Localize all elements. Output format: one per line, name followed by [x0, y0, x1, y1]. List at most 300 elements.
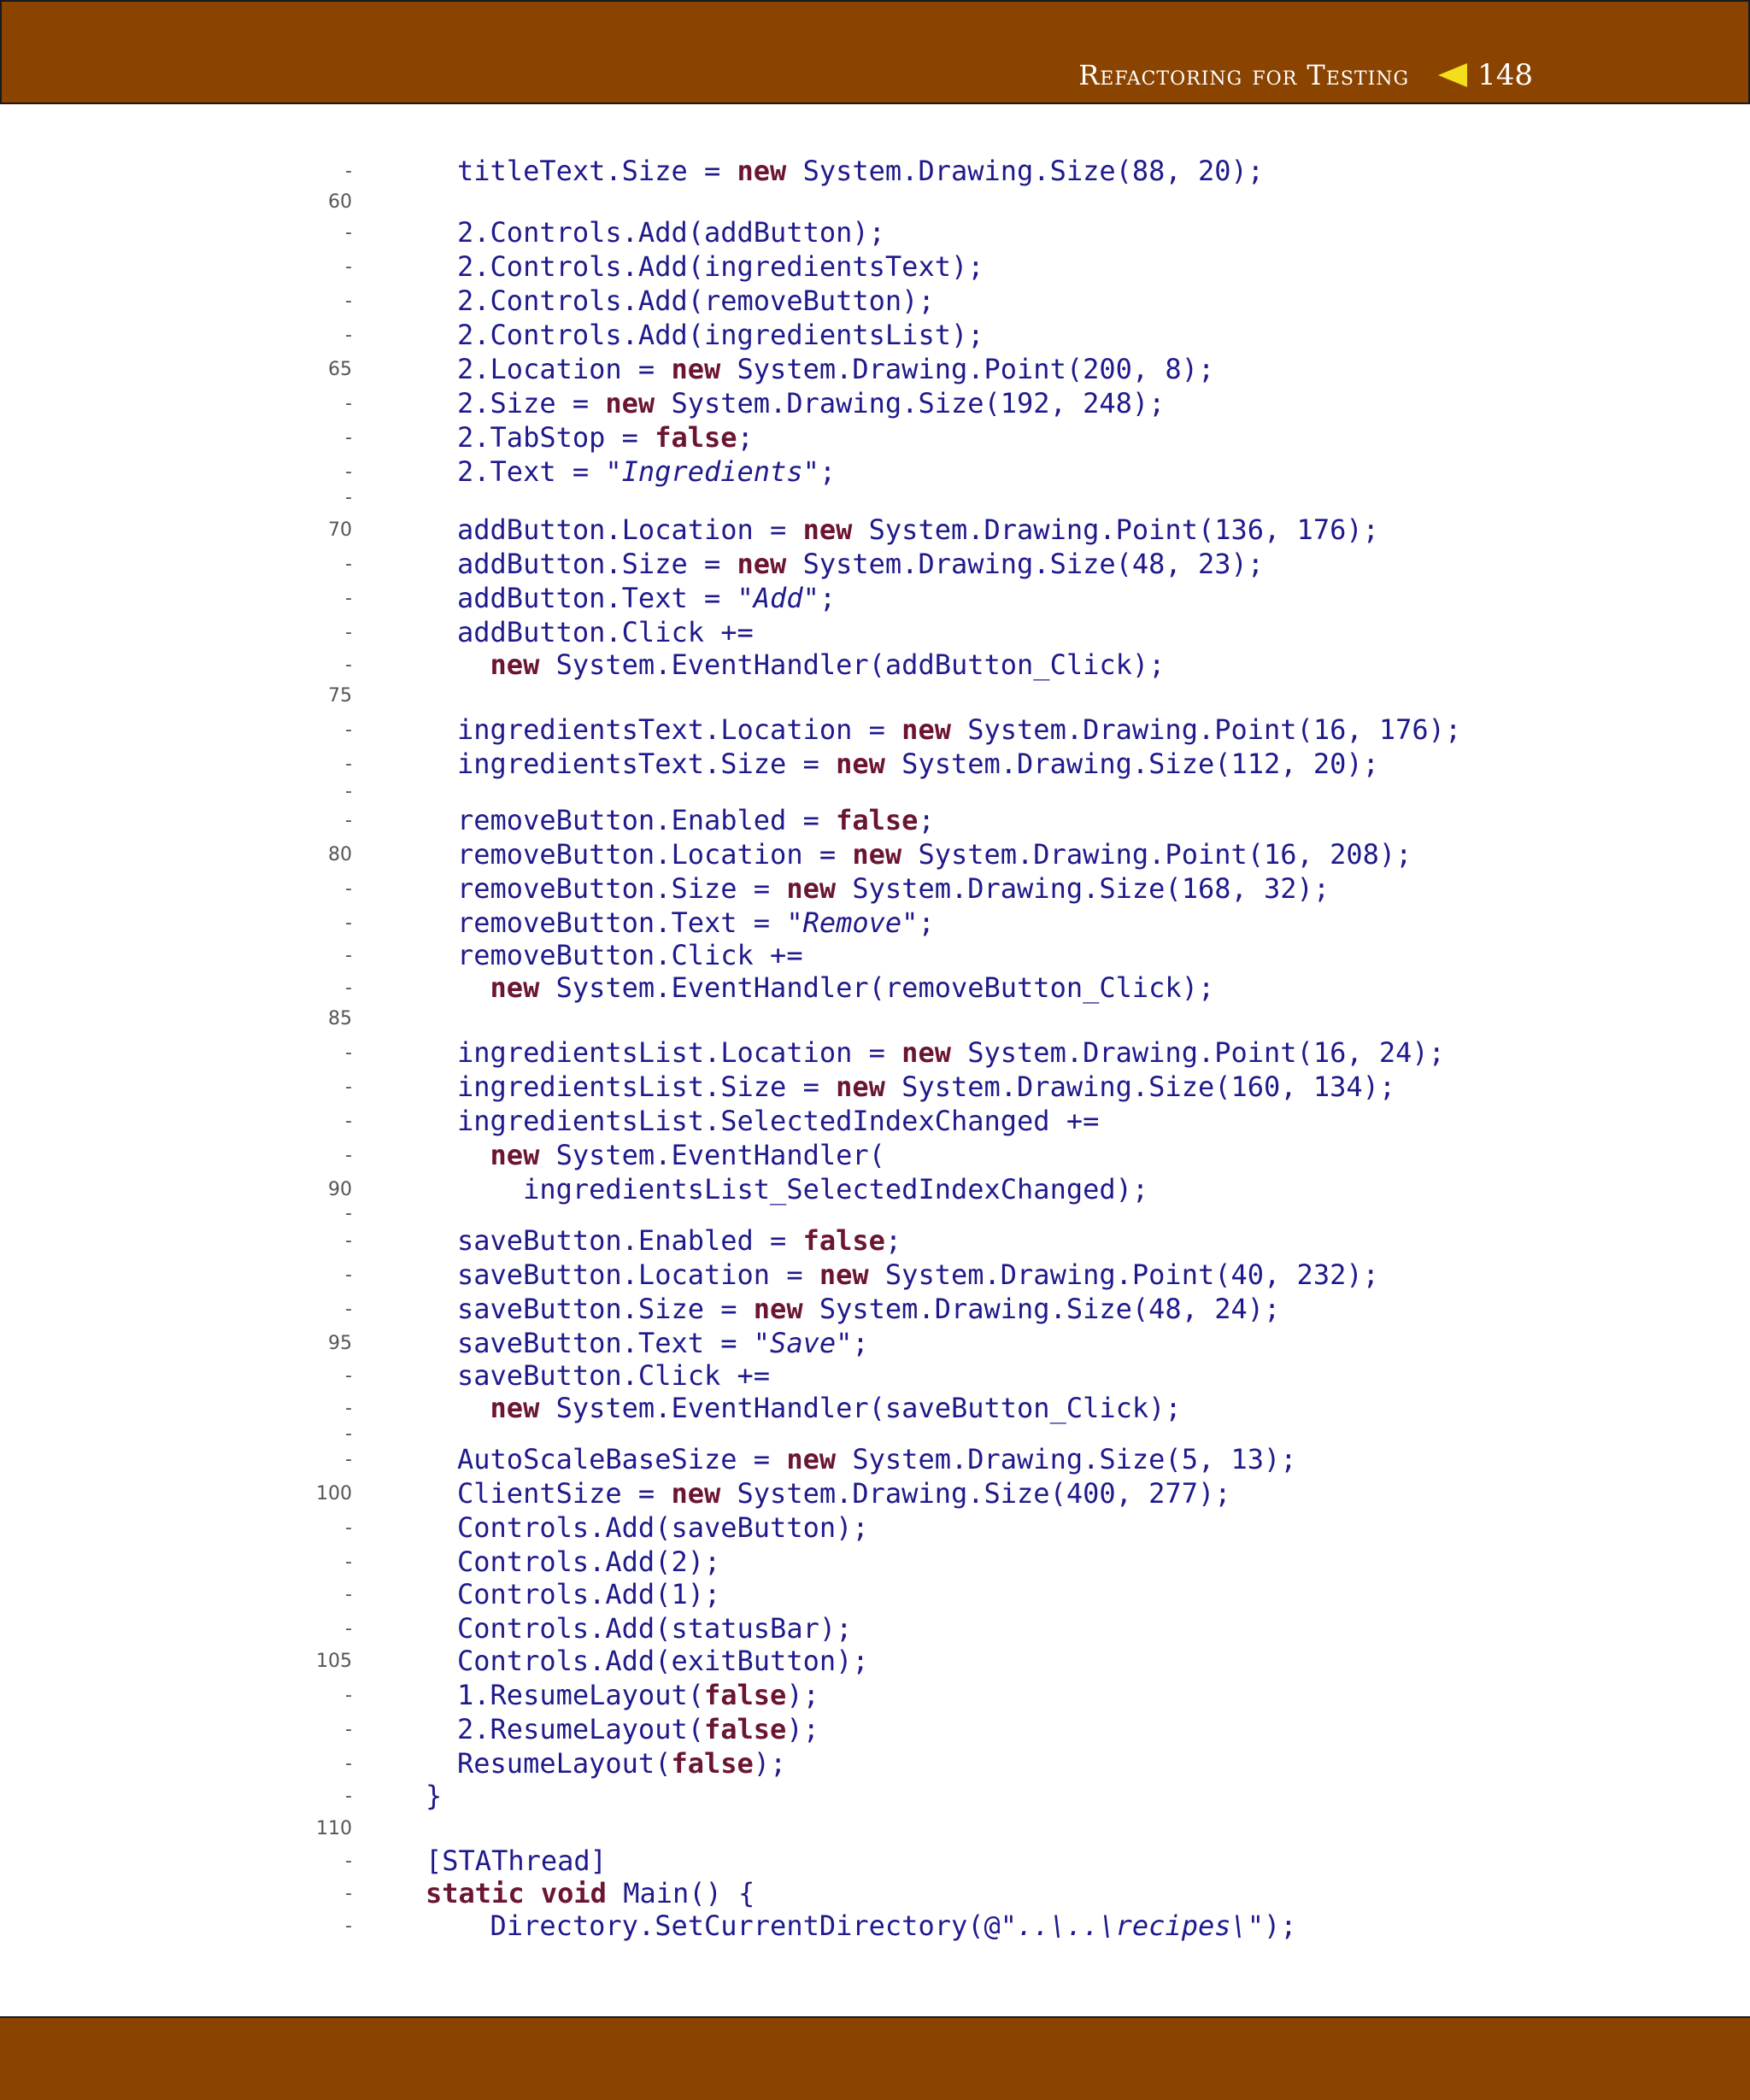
code-token: exitButton	[671, 1645, 837, 1677]
code-token: .	[589, 1511, 606, 1544]
code-token: (112, 20);	[1214, 748, 1379, 780]
code-token: Text	[490, 455, 556, 488]
code-token: .	[1148, 838, 1166, 871]
code-line	[0, 548, 1750, 579]
code-token: );	[786, 1679, 819, 1711]
code-line	[0, 422, 1750, 453]
code-token: 2.	[457, 319, 490, 351]
keyword: new	[819, 1258, 869, 1291]
code-token: ingredientsList	[457, 1105, 704, 1137]
code-token: .	[1083, 1443, 1100, 1475]
code-token: .	[950, 872, 968, 905]
code-token: (	[687, 1713, 704, 1745]
line-number: -	[345, 1076, 352, 1098]
keyword: false	[836, 804, 919, 836]
code-token: Location	[637, 1258, 771, 1291]
code-line	[0, 873, 1750, 904]
keyword: new	[490, 648, 540, 681]
code-token: Location	[671, 838, 803, 871]
line-number: -	[345, 1145, 352, 1166]
code-token: EventHandler	[671, 648, 869, 681]
code-token: Click	[671, 939, 754, 971]
code-token: Controls	[490, 319, 622, 351]
code-token: saveButton	[457, 1359, 622, 1392]
code-text	[457, 1328, 869, 1358]
code-token: =	[687, 582, 737, 614]
code-token: EventHandler	[671, 1392, 869, 1424]
code-token: .	[589, 1546, 606, 1578]
code-token	[852, 513, 868, 546]
code-token: System	[901, 1071, 1001, 1103]
code-token: .	[836, 1477, 853, 1510]
code-token: +=	[753, 939, 803, 971]
code-token: TabStop	[490, 421, 606, 454]
code-token: .	[1033, 548, 1050, 580]
keyword: new	[737, 155, 787, 187]
code-line	[0, 1478, 1750, 1509]
code-token: addButton	[457, 513, 606, 546]
code-token: (16, 208);	[1247, 838, 1412, 871]
code-token: Size	[984, 1477, 1050, 1510]
code-token: (	[655, 1612, 672, 1645]
code-token: Controls	[457, 1645, 590, 1677]
code-token: Point	[1115, 513, 1198, 546]
code-token: ingredientsText	[457, 748, 704, 780]
code-token: .	[1000, 748, 1018, 780]
code-token	[457, 1139, 490, 1171]
code-token: Location	[490, 353, 622, 385]
code-text	[457, 940, 803, 971]
code-token: SelectedIndexChanged	[720, 1105, 1050, 1137]
code-token: () {	[689, 1877, 755, 1909]
code-token: Add	[605, 1578, 655, 1610]
code-token: .	[1115, 1258, 1132, 1291]
line-number: -	[345, 487, 352, 508]
code-line	[0, 1512, 1750, 1543]
code-token: .	[1099, 513, 1116, 546]
line-number: -	[345, 554, 352, 575]
code-token	[539, 1139, 555, 1171]
keyword: new	[901, 1036, 951, 1069]
code-token: .	[605, 513, 622, 546]
code-token: Controls	[457, 1511, 590, 1544]
code-line	[0, 907, 1750, 938]
code-line	[0, 1680, 1750, 1710]
code-token: +=	[703, 616, 754, 648]
code-line	[0, 583, 1750, 613]
code-token: 2.	[457, 353, 490, 385]
code-token: Size	[671, 872, 737, 905]
code-token: .	[655, 872, 672, 905]
line-number: -	[345, 256, 352, 278]
line-number: 60	[328, 191, 352, 213]
keyword: new	[490, 1392, 540, 1424]
code-text	[426, 1878, 755, 1909]
code-token: .	[1066, 713, 1083, 746]
keyword: false	[671, 1747, 754, 1780]
code-token	[951, 1036, 967, 1069]
keyword: false	[703, 1679, 787, 1711]
code-token: ;	[884, 1224, 902, 1257]
line-number: -	[345, 325, 352, 346]
code-text	[457, 217, 885, 248]
code-token: .	[770, 387, 787, 419]
line-number: -	[345, 781, 352, 802]
line-number: -	[345, 1423, 352, 1445]
code-token: Controls	[457, 1578, 590, 1610]
line-number: 105	[316, 1651, 352, 1672]
line-number: -	[345, 427, 352, 449]
code-token: .	[589, 1645, 606, 1677]
code-line	[0, 1071, 1750, 1102]
code-token: =	[621, 353, 672, 385]
code-text	[457, 907, 935, 938]
code-token	[951, 713, 967, 746]
keyword: new	[490, 971, 540, 1004]
code-token: (48, 24);	[1131, 1293, 1281, 1325]
code-token: );	[1181, 971, 1215, 1004]
code-token: .	[1049, 1293, 1066, 1325]
code-token: AutoScaleBaseSize	[457, 1443, 737, 1475]
code-token: .	[621, 1327, 638, 1359]
code-token: titleText	[457, 155, 606, 187]
code-token: .	[605, 155, 622, 187]
code-token: =	[703, 1327, 754, 1359]
code-text	[426, 1845, 607, 1876]
code-token: removeButton	[457, 804, 655, 836]
code-token: (88, 20);	[1115, 155, 1265, 187]
line-number: -	[345, 222, 352, 243]
code-token: 2);	[671, 1546, 721, 1578]
code-text	[457, 873, 1330, 904]
line-number: -	[345, 654, 352, 676]
code-token: Main	[623, 1877, 690, 1909]
code-token: Point	[1131, 1258, 1215, 1291]
code-token: System	[884, 1258, 984, 1291]
code-text	[426, 1780, 442, 1811]
code-token	[803, 1293, 819, 1325]
line-number: -	[345, 588, 352, 609]
code-token: System	[555, 1139, 655, 1171]
code-line	[0, 285, 1750, 316]
code-token: removeButton	[457, 872, 655, 905]
code-token: =	[737, 906, 787, 939]
line-number: -	[345, 754, 352, 775]
code-token: Size	[1148, 748, 1215, 780]
code-token: .	[703, 1036, 721, 1069]
code-token: .	[605, 548, 622, 580]
code-token: .	[589, 1612, 606, 1645]
code-token: .	[703, 748, 721, 780]
code-token: .	[655, 906, 672, 939]
code-line	[0, 482, 1750, 513]
code-token: .	[621, 1258, 638, 1291]
code-text	[457, 1579, 720, 1610]
code-token: ;	[819, 455, 837, 488]
code-token: removeButton	[703, 284, 902, 317]
code-token	[720, 1477, 737, 1510]
code-token: Size	[1049, 548, 1116, 580]
code-token: Point	[1214, 1036, 1297, 1069]
code-token: .	[621, 1293, 638, 1325]
code-line	[0, 388, 1750, 419]
string-literal: "Add"	[737, 582, 819, 614]
code-token: .	[655, 939, 672, 971]
code-token: .	[1066, 1036, 1083, 1069]
code-token: EventHandler	[671, 1139, 869, 1171]
code-token: .	[621, 1359, 638, 1392]
code-token: statusBar	[671, 1612, 819, 1645]
keyword: static	[426, 1877, 525, 1909]
code-token: =	[786, 804, 837, 836]
code-token: System	[555, 648, 655, 681]
code-line	[0, 186, 1750, 217]
line-number: -	[345, 945, 352, 966]
code-token: Size	[621, 548, 688, 580]
code-token: .	[1017, 838, 1034, 871]
line-number: 100	[316, 1483, 352, 1505]
code-token: 2.	[457, 284, 490, 317]
code-text	[457, 714, 1461, 745]
code-token: saveButton	[457, 1258, 622, 1291]
code-token: .	[1131, 748, 1149, 780]
code-line	[0, 354, 1750, 384]
code-token: Size	[720, 748, 787, 780]
code-token: =	[786, 748, 837, 780]
code-token: Size	[490, 387, 556, 419]
code-token: (	[655, 1546, 672, 1578]
code-token: addButton	[457, 616, 606, 648]
code-token: );	[1115, 1173, 1149, 1205]
code-token: Drawing	[852, 1477, 968, 1510]
code-token: Size	[1099, 872, 1166, 905]
code-token: =	[687, 155, 737, 187]
keyword: new	[786, 1443, 837, 1475]
code-token: =	[555, 387, 606, 419]
code-token: .	[637, 1909, 655, 1942]
code-token: Drawing	[1017, 748, 1132, 780]
line-number: -	[345, 1618, 352, 1640]
code-token: (	[868, 1392, 885, 1424]
line-number: -	[345, 1365, 352, 1387]
code-text	[457, 1714, 819, 1745]
code-token	[869, 1258, 885, 1291]
keyword: new	[605, 387, 655, 419]
code-token: Click	[621, 616, 704, 648]
line-number: -	[345, 1042, 352, 1064]
code-line	[0, 320, 1750, 350]
left-triangle-icon	[1438, 63, 1467, 87]
code-token: .	[967, 353, 984, 385]
code-token: Size	[1049, 155, 1116, 187]
code-token: Add	[605, 1612, 655, 1645]
line-number: 85	[328, 1008, 352, 1029]
code-token: .	[621, 216, 638, 249]
code-token	[607, 1877, 623, 1909]
code-line	[0, 1714, 1750, 1745]
code-token: (	[868, 1139, 885, 1171]
line-number: -	[345, 810, 352, 831]
code-token: ingredientsList	[457, 1036, 704, 1069]
code-token: }	[426, 1780, 443, 1812]
keyword: new	[836, 748, 885, 780]
code-token: Drawing	[1033, 838, 1149, 871]
code-line	[0, 155, 1750, 186]
code-line	[0, 1546, 1750, 1577]
code-token: .	[950, 1443, 968, 1475]
code-text	[457, 1444, 1297, 1475]
code-line	[0, 1106, 1750, 1136]
keyword: new	[490, 1139, 540, 1171]
keyword: new	[852, 838, 902, 871]
keyword: void	[540, 1877, 607, 1909]
code-token: );	[1131, 648, 1166, 681]
code-token: ResumeLayout	[490, 1679, 688, 1711]
code-token: 1.	[457, 1679, 490, 1711]
code-text	[457, 354, 1214, 384]
code-text	[457, 1512, 869, 1543]
code-line	[0, 217, 1750, 248]
code-token: saveButton_Click	[884, 1392, 1149, 1424]
line-number: -	[345, 1719, 352, 1740]
code-token: );	[819, 1612, 853, 1645]
keyword: new	[836, 1071, 885, 1103]
code-text	[457, 1259, 1379, 1290]
code-token: ingredientsList_SelectedIndexChanged	[523, 1173, 1116, 1205]
code-token: Drawing	[786, 387, 902, 419]
code-text	[457, 583, 836, 613]
code-token: Controls	[490, 216, 622, 249]
line-number: 70	[328, 519, 352, 541]
code-token: System	[555, 1392, 655, 1424]
code-line	[0, 1444, 1750, 1475]
line-number: -	[345, 1264, 352, 1286]
code-token: .	[703, 1105, 721, 1137]
code-token: =	[737, 1443, 787, 1475]
code-token: (	[655, 1511, 672, 1544]
code-token: (	[868, 971, 885, 1004]
code-token: );	[901, 284, 935, 317]
code-token: Add	[605, 1546, 655, 1578]
code-token: =	[852, 1036, 902, 1069]
code-text	[457, 748, 1379, 779]
code-text	[457, 155, 1264, 186]
code-token: Add	[637, 284, 688, 317]
code-token	[720, 353, 737, 385]
keyword: false	[703, 1713, 787, 1745]
line-number: -	[345, 461, 352, 483]
code-token: removeButton_Click	[884, 971, 1182, 1004]
code-token: );	[1148, 1392, 1182, 1424]
code-token: (	[655, 1747, 672, 1780]
code-token: ResumeLayout	[490, 1713, 688, 1745]
code-token: Drawing	[934, 1293, 1050, 1325]
keyword: new	[802, 513, 853, 546]
line-number: -	[345, 1883, 352, 1904]
code-line	[0, 1293, 1750, 1324]
line-number: 90	[328, 1179, 352, 1200]
code-token	[655, 387, 671, 419]
code-token: );	[836, 1645, 869, 1677]
page-footer	[0, 2016, 1750, 2100]
code-text	[457, 805, 935, 836]
code-token: Click	[637, 1359, 721, 1392]
code-token: 2.	[457, 421, 490, 454]
code-token: System	[918, 838, 1018, 871]
line-number: -	[345, 393, 352, 414]
keyword: new	[901, 713, 951, 746]
code-token: .	[621, 1224, 638, 1257]
code-line	[0, 1579, 1750, 1610]
header-inner	[1078, 58, 1533, 92]
code-token	[786, 548, 802, 580]
line-number: -	[345, 719, 352, 741]
code-token: 2.	[457, 250, 490, 283]
code-token: .	[1131, 1071, 1149, 1103]
code-text	[457, 514, 1379, 545]
code-token: (5, 13);	[1165, 1443, 1297, 1475]
code-token: ingredientsText	[703, 250, 951, 283]
code-token: ]	[590, 1845, 607, 1877]
code-token: (168, 32);	[1165, 872, 1330, 905]
code-text	[457, 1748, 786, 1779]
code-token	[525, 1877, 541, 1909]
code-token: ;	[918, 906, 935, 939]
code-text	[457, 1546, 720, 1577]
code-token: Controls	[457, 1612, 590, 1645]
code-token: .	[655, 1392, 672, 1424]
code-token: Point	[984, 353, 1066, 385]
code-token: .	[901, 387, 919, 419]
code-token	[836, 1443, 852, 1475]
code-token: removeButton	[457, 939, 655, 971]
code-token: Drawing	[1000, 1258, 1116, 1291]
code-token: System	[868, 513, 968, 546]
code-token: .	[901, 548, 919, 580]
code-line	[0, 1037, 1750, 1068]
code-token: .	[621, 319, 638, 351]
code-token: .	[1197, 1036, 1215, 1069]
page-header	[0, 0, 1750, 104]
line-number: 110	[316, 1818, 352, 1839]
code-token: (40, 232);	[1214, 1258, 1379, 1291]
code-token: (200, 8);	[1066, 353, 1215, 385]
code-token: (	[687, 319, 704, 351]
code-token: ClientSize	[457, 1477, 622, 1510]
code-token: .	[621, 284, 638, 317]
line-number: -	[345, 1203, 352, 1224]
string-literal: "Save"	[753, 1327, 853, 1359]
string-literal: "..\..\recipes\"	[1000, 1909, 1265, 1942]
code-text	[457, 617, 754, 648]
code-token: Add	[637, 250, 688, 283]
code-token: +=	[1049, 1105, 1100, 1137]
code-token: System	[671, 387, 771, 419]
code-token: saveButton	[457, 1224, 622, 1257]
code-token: (136, 176);	[1197, 513, 1379, 546]
code-token	[457, 971, 490, 1004]
code-token: Controls	[490, 284, 622, 317]
line-number: -	[345, 1685, 352, 1706]
code-token: =	[737, 872, 787, 905]
chapter-title: Refactoring for Testing	[1078, 59, 1410, 91]
code-token: ingredientsList	[703, 319, 951, 351]
code-token: (	[687, 284, 704, 317]
code-token: (48, 23);	[1115, 548, 1265, 580]
code-text	[457, 320, 984, 350]
code-token: Add	[637, 216, 688, 249]
code-token: removeButton	[457, 906, 655, 939]
